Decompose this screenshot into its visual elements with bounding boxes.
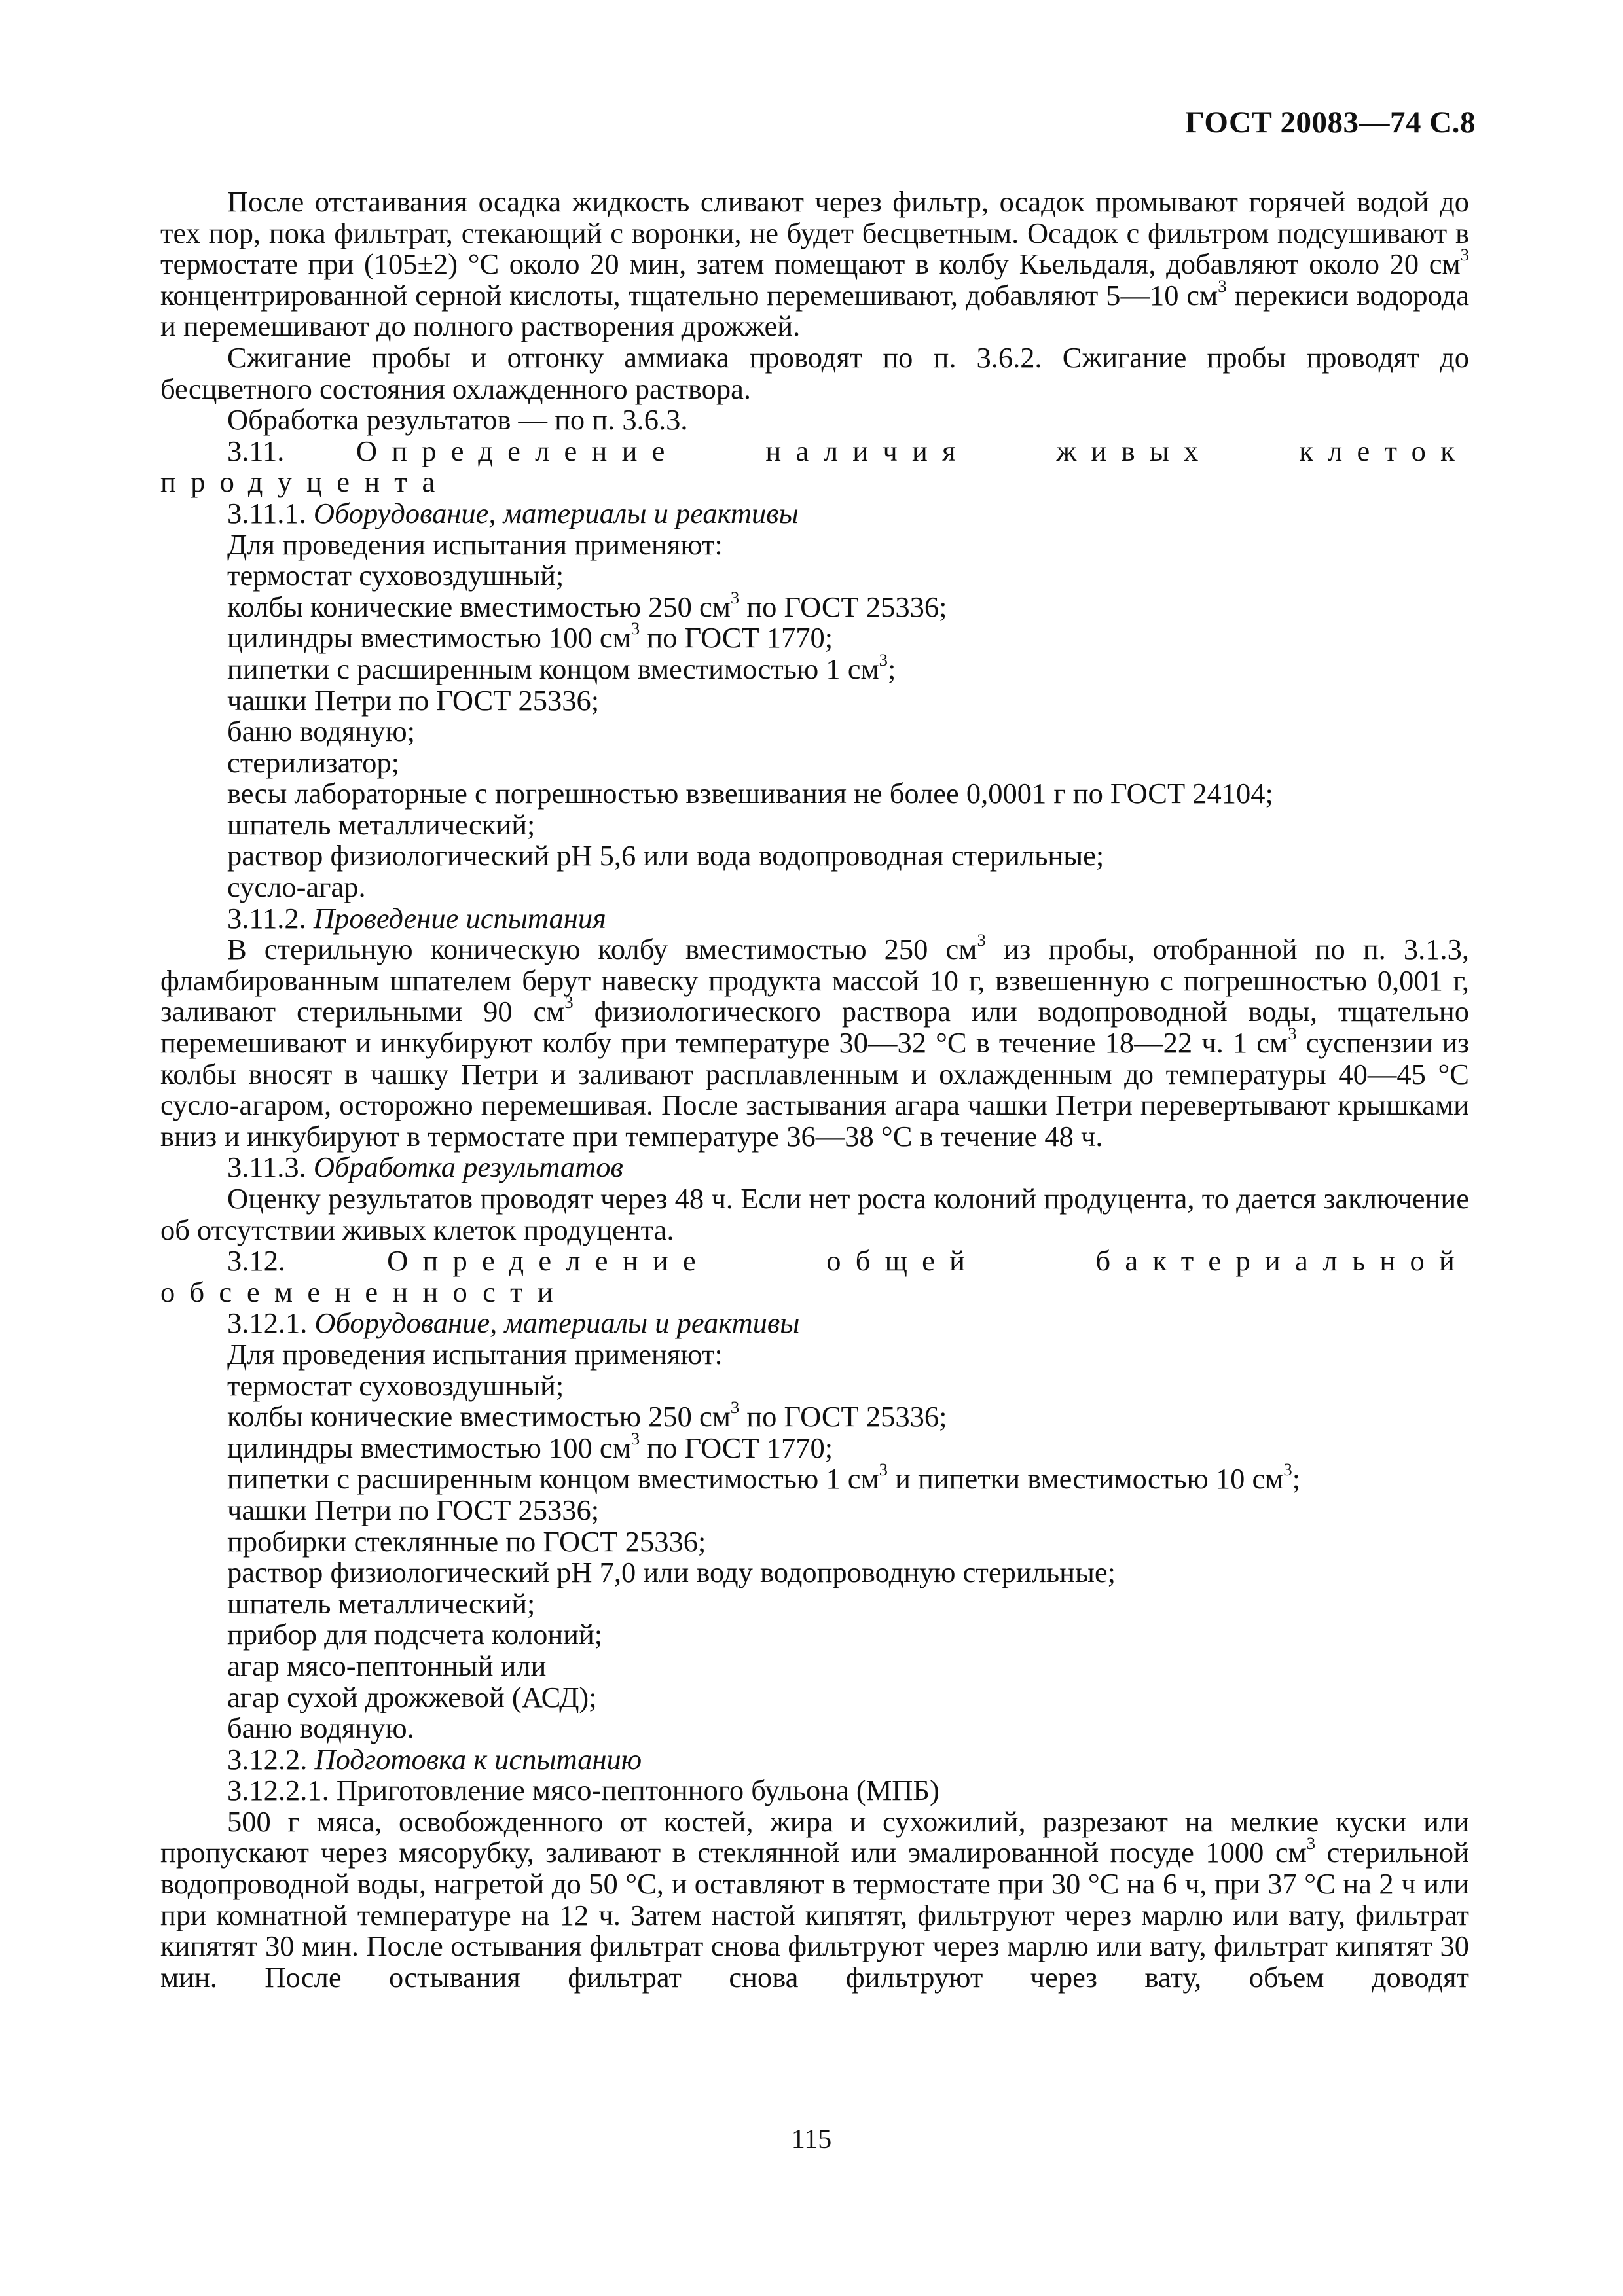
paragraph-broth-preparation: 500 г мяса, освобожденного от костей, жира и сухожилий, разрезают на мелкие куски или пропускают через мясорубку, заливают в стеклянной или эмалированной посуде 1000 $см^3$ стерильной водопроводной воды, нагретой до 50 °С, и оставляют в термостате при 30 °С на 6 ч, при 37 °С на 2 ч или при комнатной температуре на 12 ч. Затем настой кипятят, фильтруют через марлю или вату, фильтрат кипятят 30 мин. После остывания фильтрат снова фильтруют через марлю или вату, фильтрат кипятят 30 мин. После остывания фильтрат снова фильтруют через вату, объем доводят (160, 1804, 1469, 1994)
list-item: баню водяную; (227, 715, 416, 748)
paragraph-results-ref: Обработка результатов — по п. 3.6.3. (227, 403, 688, 437)
list-item: термостат суховоздушный; (227, 559, 564, 592)
list-item: чашки Петри по ГОСТ 25336; (227, 683, 600, 717)
list-item: сусло-агар. (227, 870, 366, 904)
list-item: термостат суховоздушный; (227, 1369, 564, 1402)
paragraph-test-procedure: В стерильную коническую колбу вместимостью 250 $см^3$ из пробы, отобранной по п. 3.1.3, фламбированным шпателем берут навеску продукта массой 10 г, взвешенную с погрешностью 0,001 г, заливают стерильными 90 $см^3$ физиологического раствора или водопроводной воды, тщательно перемешивают и инкубируют колбу при температуре 30—32 °С в течение 18—22 ч. 1 $см^3$ суспензии из колбы вносят в чашку Петри и заливают расплавленным и охлажденным до температуры 40—45 °С сусло-агаром, осторожно перемешивая. После застывания агара чашки Петри перевертывают крышками вниз и инкубируют в термостате при температуре 36—38 °С в течение 48 ч. (160, 930, 1469, 1153)
list-intro: Для проведения испытания применяют: (227, 1337, 723, 1371)
list-item: чашки Петри по ГОСТ 25336; (227, 1493, 600, 1526)
list-item: шпатель металлический; (227, 1587, 536, 1620)
page-number: 115 (791, 2125, 832, 2155)
paragraph-combustion: Сжигание пробы и отгонку аммиака проводят по п. 3.6.2. Сжигание пробы проводят до бесцветного состояния охлажденного раствора. (160, 340, 1469, 405)
section-3-11-3-heading: 3.11.3. Обработка результатов (227, 1151, 623, 1184)
list-item: прибор для подсчета колоний; (227, 1618, 603, 1651)
list-item: весы лабораторные с погрешностью взвешивания не более 0,0001 г по ГОСТ 24104; (227, 777, 1273, 810)
list-item: колбы конические вместимостью 250 $см^3$ по ГОСТ 25336; (227, 1397, 947, 1433)
list-item: пипетки с расширенным концом вместимостью 1 $см^3$; (227, 649, 896, 685)
list-item: цилиндры вместимостью 100 $см^3$ по ГОСТ 1770; (227, 619, 833, 655)
list-item: пробирки стеклянные по ГОСТ 25336; (227, 1524, 706, 1558)
list-item: раствор физиологический рН 5,6 или вода водопроводная стерильные; (227, 839, 1104, 872)
list-item: баню водяную. (227, 1712, 414, 1745)
paragraph-evaluation: Оценку результатов проводят через 48 ч. Если нет роста колоний продуцента, то дается заключение об отсутствии живых клеток продуцента. (160, 1182, 1469, 1246)
list-intro: Для проведения испытания применяют: (227, 528, 723, 561)
section-3-11-1-heading: 3.11.1. Оборудование, материалы и реактивы (227, 496, 799, 529)
list-item: стерилизатор; (227, 745, 399, 779)
list-item: цилиндры вместимостью 100 $см^3$ по ГОСТ 1770; (227, 1428, 833, 1464)
section-3-12-2-1-heading: 3.12.2.1. Приготовление мясо-пептонного бульона (МПБ) (227, 1774, 939, 1807)
paragraph-sediment: После отстаивания осадка жидкость сливают через фильтр, осадок промывают горячей водой до тех пор, пока фильтрат, стекающий с воронки, не будет бесцветным. Осадок с фильтром подсушивают в термостате при (105±2) °С около 20 мин, затем помещают в колбу Кьельдаля, добавляют около 20 $см^3$ концентрированной серной кислоты, тщательно перемешивают, добавляют 5—10 $см^3$ перекиси водорода и перемешивают до полного растворения дрожжей. (160, 185, 1470, 343)
list-item: пипетки с расширенным концом вместимостью 1 $см^3$ и пипетки вместимостью 10 $см^3$; (227, 1460, 1301, 1496)
list-item: агар сухой дрожжевой (АСД); (227, 1680, 597, 1713)
section-3-12-heading: 3.12. Определение общей бактериальной обсемененности (160, 1244, 1470, 1308)
list-item: шпатель металлический; (227, 808, 536, 841)
section-3-12-1-heading: 3.12.1. Оборудование, материалы и реактивы (227, 1306, 800, 1340)
page-body (160, 187, 1469, 1993)
list-item: колбы конические вместимостью 250 $см^3$ по ГОСТ 25336; (227, 587, 947, 623)
section-3-11-2-heading: 3.11.2. Проведение испытания (227, 901, 606, 935)
page-header: ГОСТ 20083—74 С.8 (1185, 105, 1476, 139)
list-item: раствор физиологический рН 7,0 или воду водопроводную стерильные; (227, 1556, 1116, 1589)
section-3-12-2-heading: 3.12.2. Подготовка к испытанию (227, 1742, 642, 1776)
list-item: агар мясо-пептонный или (227, 1649, 547, 1682)
section-3-11-heading: 3.11. Определение наличия живых клеток продуцента (160, 434, 1469, 499)
